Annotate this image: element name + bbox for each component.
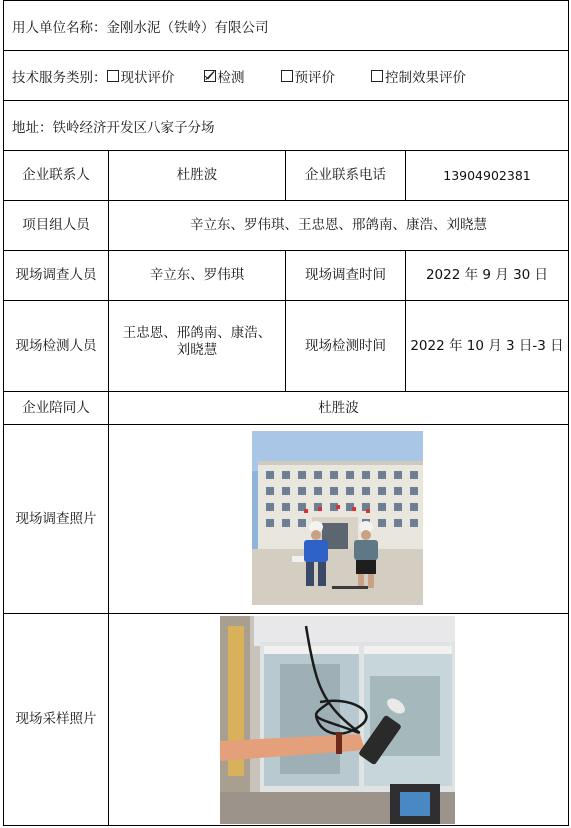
service-type-label: 技术服务类别：: [12, 69, 107, 86]
option-pre-evaluation: 预评价: [294, 69, 335, 86]
option-testing: 检测: [217, 69, 245, 86]
team-label: 项目组人员: [22, 217, 90, 233]
checkbox-control-effect[interactable]: [371, 70, 383, 82]
survey-time-label: 现场调查时间: [285, 251, 405, 300]
option-control-effect: 控制效果评价: [385, 69, 466, 86]
survey-time: 2022 年 9 月 30 日: [405, 251, 568, 300]
service-type-row: [4, 51, 568, 101]
test-staff-label: 现场检测人员: [15, 337, 97, 354]
phone-value: 13904902381: [405, 151, 568, 200]
employer-row: [4, 0, 568, 51]
service-type-line: [12, 51, 466, 100]
survey-row: [4, 251, 568, 301]
form-sheet: [3, 0, 569, 826]
escort-label: 企业陪同人: [22, 399, 90, 416]
contact-label: 企业联系人: [22, 167, 90, 183]
test-time-label: 现场检测时间: [285, 301, 405, 391]
address-value: 铁岭经济开发区八家子分场: [52, 119, 215, 136]
sampling-photo: [220, 616, 455, 824]
sampling-photo-row: [4, 614, 568, 826]
test-row: [4, 301, 568, 392]
contact-row: [4, 151, 568, 201]
contact-name: 杜胜波: [108, 151, 285, 200]
survey-staff-label: 现场调查人员: [15, 267, 97, 283]
address-row: [4, 101, 568, 151]
test-staff: [108, 301, 285, 391]
team-row: [4, 201, 568, 251]
option-current-evaluation: 现状评价: [120, 69, 175, 86]
checkbox-current-evaluation[interactable]: [107, 70, 119, 82]
address-label: 地址：: [12, 119, 53, 136]
phone-label: 企业联系电话: [285, 151, 405, 200]
sampling-photo-label: 现场采样照片: [15, 711, 97, 727]
employer-name: 金刚水泥（铁岭）有限公司: [106, 19, 269, 36]
checkbox-pre-evaluation[interactable]: [281, 70, 293, 82]
survey-staff: 辛立东、罗伟琪: [108, 251, 285, 300]
escort-name: 杜胜波: [108, 392, 568, 424]
employer-label: 用人单位名称：: [12, 19, 107, 36]
address-line: [12, 101, 215, 150]
survey-photo-label: 现场调查照片: [15, 510, 97, 527]
survey-photo-row: [4, 425, 568, 614]
checkbox-testing[interactable]: [204, 70, 216, 82]
test-time: 2022 年 10 月 3 日-3 日: [405, 301, 568, 391]
test-staff-line1: 王忠恩、邢鸽南、康浩、: [122, 325, 272, 341]
escort-row: [4, 392, 568, 425]
team-members: 辛立东、罗伟琪、王忠恩、邢鸽南、康浩、刘晓慧: [108, 201, 568, 250]
test-staff-line2: 刘晓慧: [176, 342, 218, 358]
survey-photo: [252, 431, 423, 605]
employer-line: [12, 1, 269, 50]
